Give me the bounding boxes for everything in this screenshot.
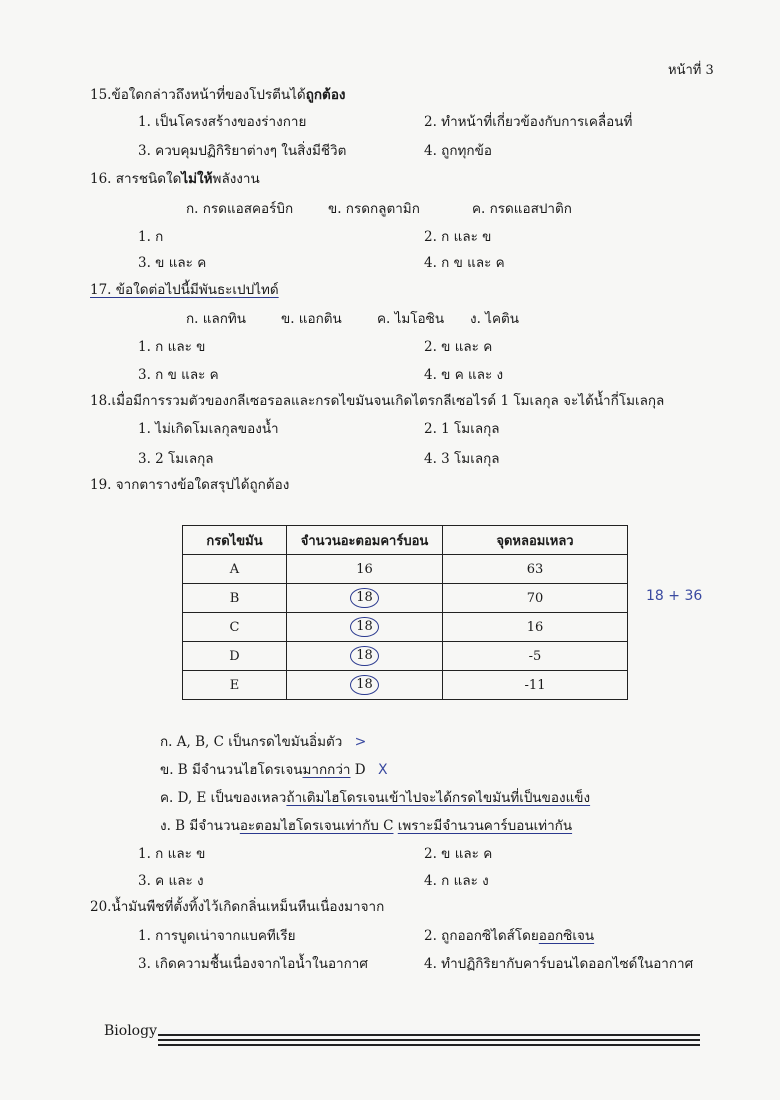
table-cell [287, 642, 443, 671]
q19-choice-ngo-underlined-2: เพราะมีจำนวนคาร์บอนเท่ากัน [397, 818, 573, 834]
q19-option-4: 4. ก และ ง [424, 873, 489, 889]
q17-choice-ga: ก. แลกทิน [186, 311, 247, 327]
q16-option-4: 4. ก ข และ ค [424, 255, 505, 271]
q20-option-3: 3. เกิดความชื้นเนื่องจากไอน้ำในอากาศ [138, 956, 368, 972]
q16-option-2: 2. ก และ ข [424, 229, 492, 245]
q17-choice-kho: ค. ไมโอซิน [377, 311, 445, 327]
q19-stem: 19. จากตารางข้อใดสรุปได้ถูกต้อง [90, 477, 290, 493]
q19-choice-kha-end: D [350, 762, 366, 778]
q17-choice-ngo: ง. ไคติน [470, 311, 519, 327]
q15-option-3: 3. ควบคุมปฏิกิริยาต่างๆ ในสิ่งมีชีวิต [138, 143, 347, 159]
q17-option-1: 1. ก และ ข [138, 339, 206, 355]
q15-option-4: 4. ถูกทุกข้อ [424, 143, 492, 159]
q20-stem: 20.น้ำมันพืชที่ตั้งทิ้งไว้เกิดกลิ่นเหม็นหืนเนื่องมาจาก [90, 899, 385, 915]
q17-stem [90, 281, 279, 299]
q19-choice-kho [160, 789, 590, 807]
q16-stem-post: พลังงาน [212, 171, 260, 187]
table-cell: B [183, 584, 287, 613]
table-cell: C [183, 613, 287, 642]
table-cell: D [183, 642, 287, 671]
footer-rule-top [158, 1034, 700, 1036]
q16-choice-ga: ก. กรดแอสคอร์บิก [186, 201, 294, 217]
footer-rule-middle [158, 1039, 700, 1041]
circled-value: 18 [350, 588, 379, 608]
handwritten-mark: > [354, 734, 367, 750]
table-row [183, 555, 628, 584]
q16-option-1: 1. ก [138, 229, 164, 245]
q20-option-2-underlined: ออกซิเจน [538, 928, 595, 944]
table-header: จุดหลอมเหลว [443, 526, 628, 555]
q20-option-1: 1. การบูดเน่าจากแบคทีเรีย [138, 928, 296, 944]
q19-choice-ngo-text: ง. B มีจำนวน [160, 818, 240, 834]
q15-stem-text: 15.ข้อใดกล่าวถึงหน้าที่ของโปรตีนได้ [90, 87, 306, 103]
page-number: หน้าที่ 3 [668, 63, 714, 78]
table-cell: 16 [287, 555, 443, 584]
table-header: จำนวนอะตอมคาร์บอน [287, 526, 443, 555]
q15-stem [90, 86, 346, 104]
q19-choice-kha-underlined: มากกว่า [302, 762, 351, 778]
table-cell: E [183, 671, 287, 700]
q16-stem [90, 170, 260, 188]
circled-value: 18 [350, 675, 379, 695]
q16-stem-bold: ไม่ให้ [181, 171, 213, 187]
circled-value: 18 [350, 646, 379, 666]
q18-option-4: 4. 3 โมเลกุล [424, 451, 500, 467]
q20-option-2 [424, 927, 594, 945]
fatty-acid-table [182, 525, 628, 700]
q17-option-2: 2. ข และ ค [424, 339, 493, 355]
q16-option-3: 3. ข และ ค [138, 255, 207, 271]
q19-choice-ngo-underlined-1: อะตอมไฮโดรเจนเท่ากับ C [239, 818, 394, 834]
q19-choice-ga [160, 733, 366, 751]
table-header: กรดไขมัน [183, 526, 287, 555]
q17-option-3: 3. ก ข และ ค [138, 367, 219, 383]
q17-choice-kha: ข. แอกติน [281, 311, 342, 327]
q18-option-1: 1. ไม่เกิดโมเลกุลของน้ำ [138, 421, 279, 437]
q16-stem-text: 16. สารชนิดใด [90, 171, 182, 187]
q20-option-4: 4. ทำปฏิกิริยากับคาร์บอนไดออกไซด์ในอากาศ [424, 956, 694, 972]
table-row [183, 584, 628, 613]
table-row [183, 642, 628, 671]
table-row [183, 671, 628, 700]
table-cell: 63 [443, 555, 628, 584]
q18-option-3: 3. 2 โมเลกุล [138, 451, 214, 467]
footer-subject: Biology [104, 1023, 157, 1039]
q18-stem: 18.เมื่อมีการรวมตัวของกลีเซอรอลและกรดไขมันจนเกิดไตรกลีเซอไรด์ 1 โมเลกุล จะได้น้ำกี่โมเลกุล [90, 393, 665, 409]
q19-option-3: 3. ค และ ง [138, 873, 204, 889]
table-cell: -5 [443, 642, 628, 671]
circled-value: 18 [350, 617, 379, 637]
table-cell: 16 [443, 613, 628, 642]
table-header-row [183, 526, 628, 555]
q19-choice-kha-text: ข. B มีจำนวนไฮโดรเจน [160, 762, 303, 778]
table-cell: A [183, 555, 287, 584]
q19-choice-ngo [160, 817, 572, 835]
q19-choice-ga-text: ก. A, B, C เป็นกรดไขมันอิ่มตัว [160, 734, 343, 750]
table-cell: 70 [443, 584, 628, 613]
q18-option-2: 2. 1 โมเลกุล [424, 421, 500, 437]
handwritten-margin-note: 18 + 36 [646, 588, 703, 604]
q17-stem-text: 17. ข้อใดต่อไปนี้มีพันธะเปปไทด์ [90, 282, 279, 298]
q17-option-4: 4. ข ค และ ง [424, 367, 504, 383]
table-cell [287, 613, 443, 642]
footer-rule-bottom [158, 1044, 700, 1046]
table-row [183, 613, 628, 642]
table-cell: -11 [443, 671, 628, 700]
q16-choice-kho: ค. กรดแอสปาติก [472, 201, 572, 217]
q16-choice-kha: ข. กรดกลูตามิก [328, 201, 420, 217]
q19-choice-kha [160, 761, 388, 779]
q20-option-2-text: 2. ถูกออกซิไดส์โดย [424, 928, 539, 944]
table-cell [287, 584, 443, 613]
q15-option-1: 1. เป็นโครงสร้างของร่างกาย [138, 114, 307, 130]
q19-choice-kho-text: ค. D, E เป็นของเหลว [160, 790, 287, 806]
handwritten-cross: X [377, 762, 388, 778]
q19-option-2: 2. ข และ ค [424, 846, 493, 862]
table-cell [287, 671, 443, 700]
q19-option-1: 1. ก และ ข [138, 846, 206, 862]
q15-option-2: 2. ทำหน้าที่เกี่ยวข้องกับการเคลื่อนที่ [424, 114, 633, 130]
q19-choice-kho-underlined: ถ้าเติมไฮโดรเจนเข้าไปจะได้กรดไขมันที่เป็นของแข็ง [286, 790, 591, 806]
q15-stem-bold: ถูกต้อง [305, 87, 346, 103]
